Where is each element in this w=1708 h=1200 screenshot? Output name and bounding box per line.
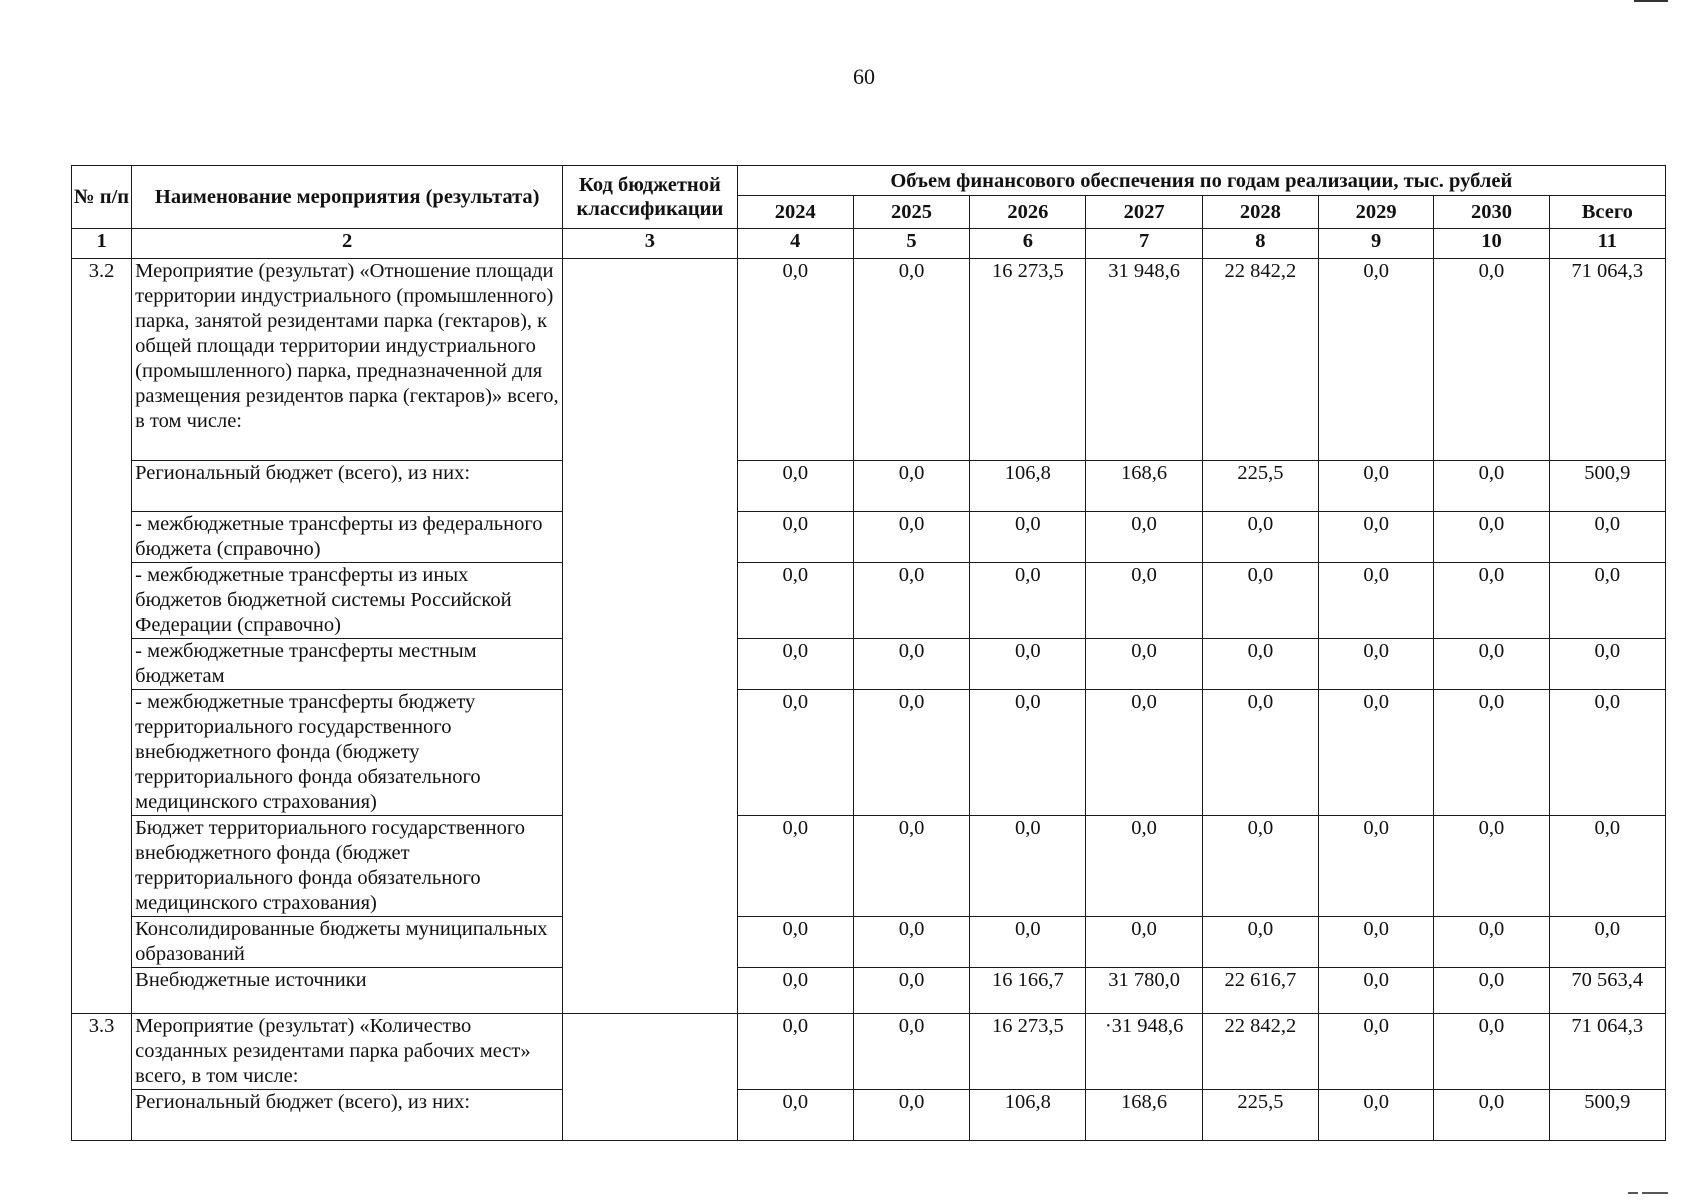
value-cell: 168,6 [1086,461,1202,512]
value-cell: 16 273,5 [970,259,1086,461]
value-cell: 0,0 [1434,259,1549,461]
header-volume: Объем финансового обеспечения по годам реализации, тыс. рублей [737,166,1665,196]
value-cell: 0,0 [1202,512,1318,563]
value-cell: 0,0 [1319,563,1434,639]
header-year: 2028 [1202,196,1318,229]
value-cell: 0,0 [853,1090,969,1141]
value-cell: 0,0 [1434,563,1549,639]
table-row [72,563,1666,639]
value-cell: 22 842,2 [1202,1014,1318,1090]
value-cell: 106,8 [970,461,1086,512]
column-number: 8 [1202,229,1318,259]
value-cell: 0,0 [1319,639,1434,690]
value-cell: 0,0 [853,563,969,639]
table-row [72,512,1666,563]
scan-mark [1628,1192,1638,1194]
value-cell: 0,0 [853,639,969,690]
value-cell: 0,0 [1086,639,1202,690]
value-cell: 0,0 [1549,563,1665,639]
value-cell: 0,0 [970,917,1086,968]
value-cell: 0,0 [1202,563,1318,639]
value-cell: 0,0 [1202,917,1318,968]
value-cell: 225,5 [1202,1090,1318,1141]
value-cell: 70 563,4 [1549,968,1665,1014]
value-cell: 0,0 [1086,816,1202,917]
column-number: 9 [1319,229,1434,259]
row-name: Мероприятие (результат) «Количество созданных резидентами парка рабочих мест» всего, в том числе: [132,1014,563,1090]
column-number: 1 [72,229,132,259]
value-cell: 0,0 [1434,690,1549,816]
value-cell: 0,0 [853,816,969,917]
value-cell: 0,0 [737,512,853,563]
value-cell: 0,0 [1086,690,1202,816]
row-name: - межбюджетные трансферты бюджету территориального государственного внебюджетного фонда (бюджету территориального фонда обязательного медицинского страхования) [132,690,563,816]
value-cell: 0,0 [1086,563,1202,639]
value-cell: 0,0 [1319,461,1434,512]
value-cell: 106,8 [970,1090,1086,1141]
value-cell: 22 616,7 [1202,968,1318,1014]
column-number: 4 [737,229,853,259]
column-number: 6 [970,229,1086,259]
value-cell: 0,0 [1202,639,1318,690]
column-number: 2 [132,229,563,259]
value-cell: 0,0 [1434,968,1549,1014]
column-number: 3 [563,229,737,259]
value-cell: 0,0 [853,968,969,1014]
value-cell: 71 064,3 [1549,1014,1665,1090]
value-cell: 225,5 [1202,461,1318,512]
value-cell: 0,0 [1319,816,1434,917]
scan-mark [1642,1192,1668,1194]
value-cell: 0,0 [1319,917,1434,968]
value-cell: 0,0 [1549,917,1665,968]
value-cell: 0,0 [970,690,1086,816]
scan-mark [1634,0,1668,2]
value-cell: 0,0 [853,690,969,816]
column-number: 5 [853,229,969,259]
header-year: 2027 [1086,196,1202,229]
column-number: 11 [1549,229,1665,259]
value-cell: 0,0 [1319,512,1434,563]
header-name: Наименование мероприятия (результата) [132,166,563,229]
value-cell: 0,0 [737,1014,853,1090]
value-cell: 0,0 [1319,259,1434,461]
row-name: Внебюджетные источники [132,968,563,1014]
value-cell: 31 780,0 [1086,968,1202,1014]
value-cell: 0,0 [853,259,969,461]
value-cell: 0,0 [1319,1090,1434,1141]
value-cell: 0,0 [737,1090,853,1141]
value-cell: 0,0 [1549,816,1665,917]
value-cell: 0,0 [737,690,853,816]
value-cell: 168,6 [1086,1090,1202,1141]
row-name: Региональный бюджет (всего), из них: [132,1090,563,1141]
budget-table [71,165,1666,1141]
value-cell: 0,0 [1434,639,1549,690]
table-row [72,690,1666,816]
value-cell: 0,0 [737,639,853,690]
row-name: - межбюджетные трансферты из иных бюджетов бюджетной системы Российской Федерации (справочно) [132,563,563,639]
value-cell: 0,0 [1549,690,1665,816]
budget-code-cell [563,259,737,1014]
header-year: 2026 [970,196,1086,229]
value-cell: 0,0 [1434,461,1549,512]
table-row [72,639,1666,690]
row-name: - межбюджетные трансферты местным бюджетам [132,639,563,690]
value-cell: 0,0 [1319,1014,1434,1090]
header-year: 2024 [737,196,853,229]
value-cell: 500,9 [1549,461,1665,512]
header-year: 2025 [853,196,969,229]
value-cell: 31 948,6 [1086,259,1202,461]
row-name: Мероприятие (результат) «Отношение площади территории индустриального (промышленного) парка, занятой резидентами парка (гектаров), к общей площади территории индустриального (промышленного) парка, предназначенной для размещения резидентов парка (гектаров)» всего, в том числе: [132,259,563,461]
value-cell: 0,0 [853,917,969,968]
row-number: 3.2 [72,259,132,1014]
value-cell: 0,0 [1319,968,1434,1014]
value-cell: 0,0 [737,563,853,639]
value-cell: 0,0 [737,917,853,968]
header-year: 2030 [1434,196,1549,229]
column-number: 7 [1086,229,1202,259]
value-cell: 0,0 [1434,816,1549,917]
row-name: Консолидированные бюджеты муниципальных образований [132,917,563,968]
table-row [72,968,1666,1014]
value-cell: 0,0 [1086,917,1202,968]
value-cell: 0,0 [970,512,1086,563]
header-year: 2029 [1319,196,1434,229]
table-row [72,816,1666,917]
header-total: Всего [1549,196,1665,229]
value-cell: 0,0 [1202,690,1318,816]
value-cell: 0,0 [1202,816,1318,917]
value-cell: 500,9 [1549,1090,1665,1141]
row-name: Бюджет территориального государственного внебюджетного фонда (бюджет территориального фонда обязательного медицинского страхования) [132,816,563,917]
value-cell: 0,0 [737,461,853,512]
value-cell: 0,0 [1434,917,1549,968]
row-number: 3.3 [72,1014,132,1141]
value-cell: 0,0 [853,512,969,563]
value-cell: 0,0 [1086,512,1202,563]
value-cell: 0,0 [970,816,1086,917]
table-row [72,917,1666,968]
value-cell: 0,0 [1434,1090,1549,1141]
value-cell: 0,0 [1549,512,1665,563]
table-row [72,461,1666,512]
row-name: - межбюджетные трансферты из федерального бюджета (справочно) [132,512,563,563]
value-cell: 0,0 [1434,512,1549,563]
value-cell: 0,0 [737,259,853,461]
row-name: Региональный бюджет (всего), из них: [132,461,563,512]
value-cell: 0,0 [1549,639,1665,690]
value-cell: 0,0 [737,816,853,917]
value-cell: 22 842,2 [1202,259,1318,461]
value-cell: 0,0 [853,1014,969,1090]
value-cell: 16 273,5 [970,1014,1086,1090]
budget-code-cell [563,1014,737,1141]
value-cell: 0,0 [970,563,1086,639]
value-cell: 16 166,7 [970,968,1086,1014]
value-cell: 0,0 [970,639,1086,690]
table-row [72,1090,1666,1141]
column-number: 10 [1434,229,1549,259]
value-cell: 71 064,3 [1549,259,1665,461]
header-no: № п/п [72,166,132,229]
value-cell: 0,0 [1434,1014,1549,1090]
value-cell: 0,0 [1319,690,1434,816]
header-code: Код бюджетной классификации [563,166,737,229]
value-cell: ·31 948,6 [1086,1014,1202,1090]
table-row [72,1014,1666,1090]
value-cell: 0,0 [853,461,969,512]
value-cell: 0,0 [737,968,853,1014]
page-number: 60 [853,64,875,89]
table-row [72,259,1666,461]
